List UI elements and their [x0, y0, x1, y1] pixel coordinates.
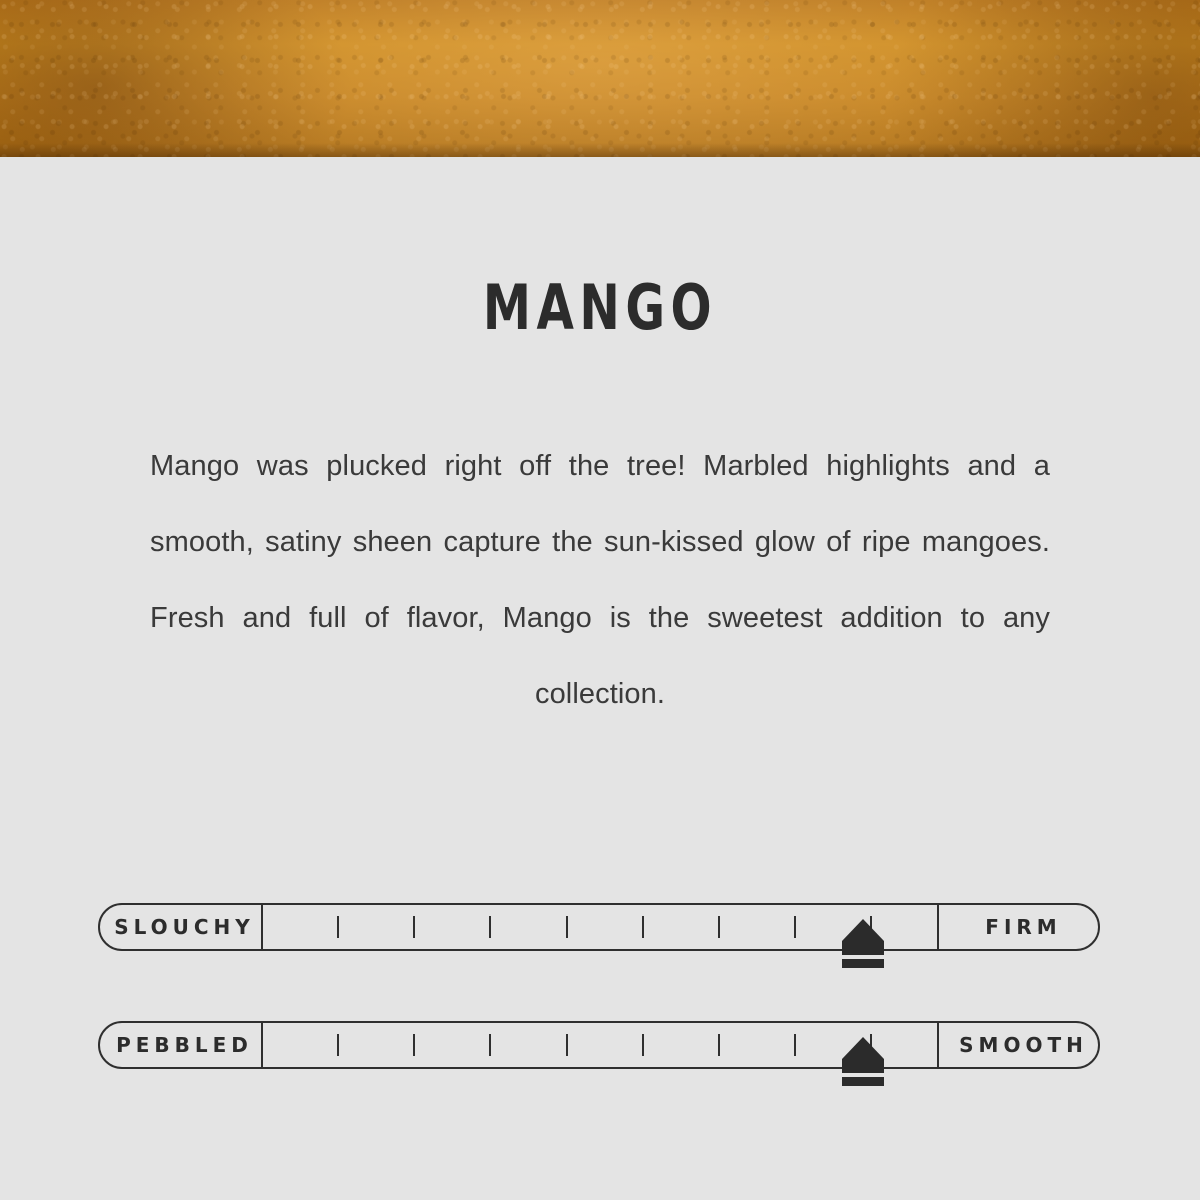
slider-tick [337, 1034, 339, 1056]
slider-tick [794, 916, 796, 938]
slider-tick [413, 1034, 415, 1056]
slider-ticks [263, 1021, 937, 1069]
leather-bottom-shadow [0, 143, 1200, 157]
slider-tick [566, 1034, 568, 1056]
slider-texture[interactable] [98, 1021, 1102, 1071]
slider-tick [794, 1034, 796, 1056]
slider-tick [718, 916, 720, 938]
slider-tick [413, 916, 415, 938]
slider-tick [489, 916, 491, 938]
slider-handle-arrow-icon [842, 919, 884, 941]
slider-handle[interactable] [842, 1037, 884, 1086]
slider-structure[interactable] [98, 903, 1102, 953]
slider-tick [337, 916, 339, 938]
slider-tick [642, 1034, 644, 1056]
slider-tick [489, 1034, 491, 1056]
slider-left-label: SLOUCHY [98, 903, 263, 951]
product-description: Mango was plucked right off the tree! Marbled highlights and a smooth, satiny sheen capture the sun-kissed glow of ripe mangoes. Fresh and full of flavor, Mango is the sweetest addition to any collection. [150, 450, 1050, 710]
leather-grain-texture [0, 0, 1200, 157]
slider-handle-arrow-icon [842, 1037, 884, 1059]
slider-ticks [263, 903, 937, 951]
slider-right-label: FIRM [937, 903, 1102, 951]
leather-swatch-image [0, 0, 1200, 157]
slider-tick [566, 916, 568, 938]
slider-tick [642, 916, 644, 938]
slider-tick [718, 1034, 720, 1056]
slider-handle-body [842, 1059, 884, 1073]
page-title: MANGO [482, 271, 718, 344]
slider-handle-base [842, 959, 884, 968]
slider-handle-base [842, 1077, 884, 1086]
attribute-sliders [98, 903, 1102, 1139]
slider-handle[interactable] [842, 919, 884, 968]
slider-handle-body [842, 941, 884, 955]
slider-right-label: SMOOTH [937, 1021, 1102, 1069]
slider-left-label: PEBBLED [98, 1021, 263, 1069]
